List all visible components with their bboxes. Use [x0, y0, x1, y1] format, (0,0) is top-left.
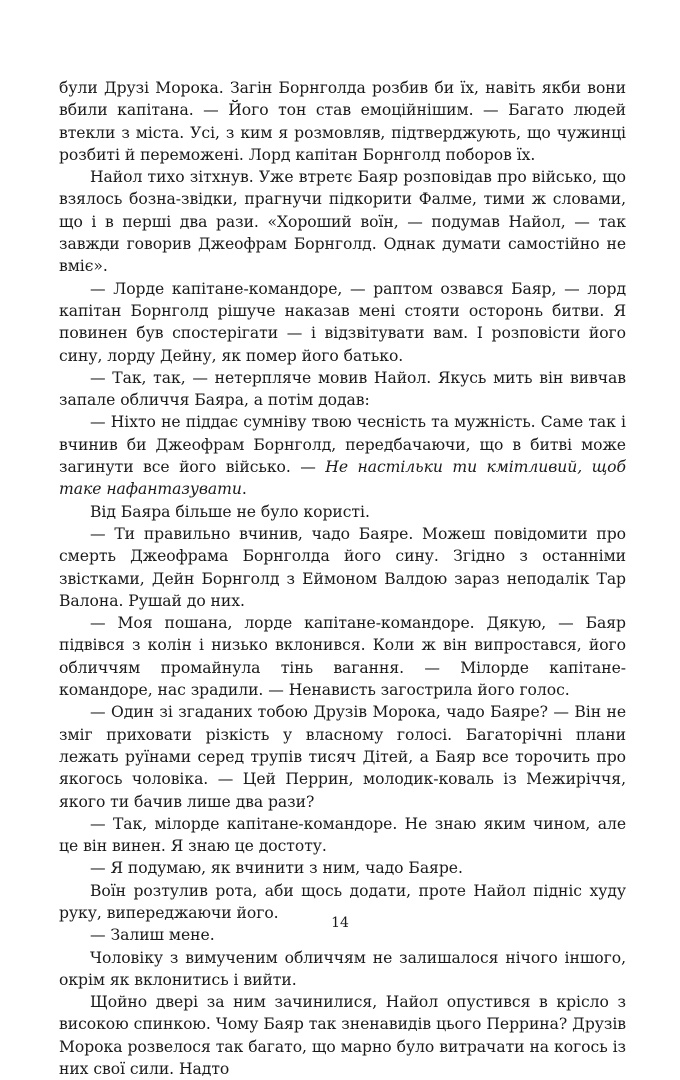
- paragraph: [59, 411, 626, 500]
- italic-thought: Не настільки ти кмітливий, щоб таке нафантазувати: [59, 458, 626, 499]
- paragraph: [59, 701, 626, 812]
- paragraph: [59, 278, 626, 367]
- paragraph-text: — Лорде капітане-командоре, — раптом озвався Баяр, — лорд капітан Борнголд рішуче наказав мені стояти осторонь битви. Я повинен був спостерігати — і відзвітувати вам. І розповісти його сину, лорду Дейну, як помер його батько.: [59, 279, 626, 365]
- paragraph-text: — Моя пошана, лорде капітане-командоре. Дякую, — Баяр підвівся з колін і низько вклонився. Коли ж він випростався, його обличчям промайнула тінь вагання. — Мілорде капітане-командоре, нас зрадили. — Ненависть загострила його голос.: [59, 614, 626, 700]
- paragraph-tail: .: [241, 480, 247, 499]
- paragraph-text: Чоловіку з вимученим обличчям не залишалося нічого іншого, окрім як вклонитись і вийти.: [59, 948, 626, 989]
- paragraph-text: — Так, так, — нетерпляче мовив Найол. Якусь мить він вивчав запале обличчя Баяра, а потім додав:: [59, 368, 626, 410]
- paragraph: [59, 857, 626, 879]
- paragraph: [59, 991, 626, 1080]
- paragraph: [59, 77, 626, 166]
- paragraph-text: — Один зі згаданих тобою Друзів Морока, чадо Баяре? — Він не зміг приховати різкість у власному голосі. Багаторічні плани лежать руїнами серед трупів тисяч Дітей, а Баяр все торочить про якогось чоловіка. — Цей Перрин, молодик-коваль із Межиріччя, якого ти бачив лише два рази?: [59, 703, 626, 811]
- paragraph: [59, 523, 626, 612]
- paragraph-text: Найол тихо зітхнув. Уже втретє Баяр розповідав про військо, що взялось бозна-звідки, прагнучи підкорити Фалме, тими ж словами, що і в перші два рази. «Хороший воїн, — подумав Найол, — так завжди говорив Джеофрам Борнголд. Однак думати самостійно не вміє».: [59, 168, 626, 276]
- paragraph-text: — Ніхто не піддає сумніву твою чесність та мужність. Саме так і вчинив би Джеофрам Борнголд, передбачаючи, що в битві може загинути все його військо. —: [59, 413, 626, 477]
- page-number: 14: [331, 915, 349, 931]
- paragraph: [59, 813, 626, 858]
- paragraph: [59, 947, 626, 992]
- paragraph-text: Від Баяра більше не було користі.: [90, 502, 370, 521]
- paragraph-text: — Ти правильно вчинив, чадо Баяре. Можеш повідомити про смерть Джеофрама Борнголда його сину. Згідно з останніми звістками, Дейн Борнголд з Еймоном Валдою зараз неподалік Тар Валона. Рушай до них.: [59, 524, 626, 610]
- paragraph-text: — Я подумаю, як вчинити з ним, чадо Баяре.: [90, 859, 463, 878]
- paragraph-text: Воїн розтулив рота, аби щось додати, проте Найол підніс худу руку, випереджаючи його.: [59, 881, 626, 922]
- paragraph: [59, 166, 626, 277]
- paragraph: [59, 612, 626, 701]
- paragraph: [59, 501, 626, 523]
- paragraph: [59, 367, 626, 412]
- paragraph-text: — Так, мілорде капітане-командоре. Не знаю яким чином, але це він винен. Я знаю це достоту.: [59, 814, 626, 856]
- paragraph-text: — Залиш мене.: [90, 926, 215, 945]
- paragraph-text: Щойно двері за ним зачинилися, Найол опустився в крісло з високою спинкою. Чому Баяр так зненавидів цього Перрина? Друзів Морока розвелося так багато, що марно було витрачати на когось із них свої сили. Надто: [59, 993, 626, 1079]
- paragraph-text: були Друзі Морока. Загін Борнголда розбив би їх, навіть якби вони вбили капітана. — Його тон став емоційнішим. — Багато людей втекли з міста. Усі, з ким я розмовляв, підтверджують, що чужинці розбиті й переможені. Лорд капітан Борнголд поборов їх.: [59, 79, 626, 164]
